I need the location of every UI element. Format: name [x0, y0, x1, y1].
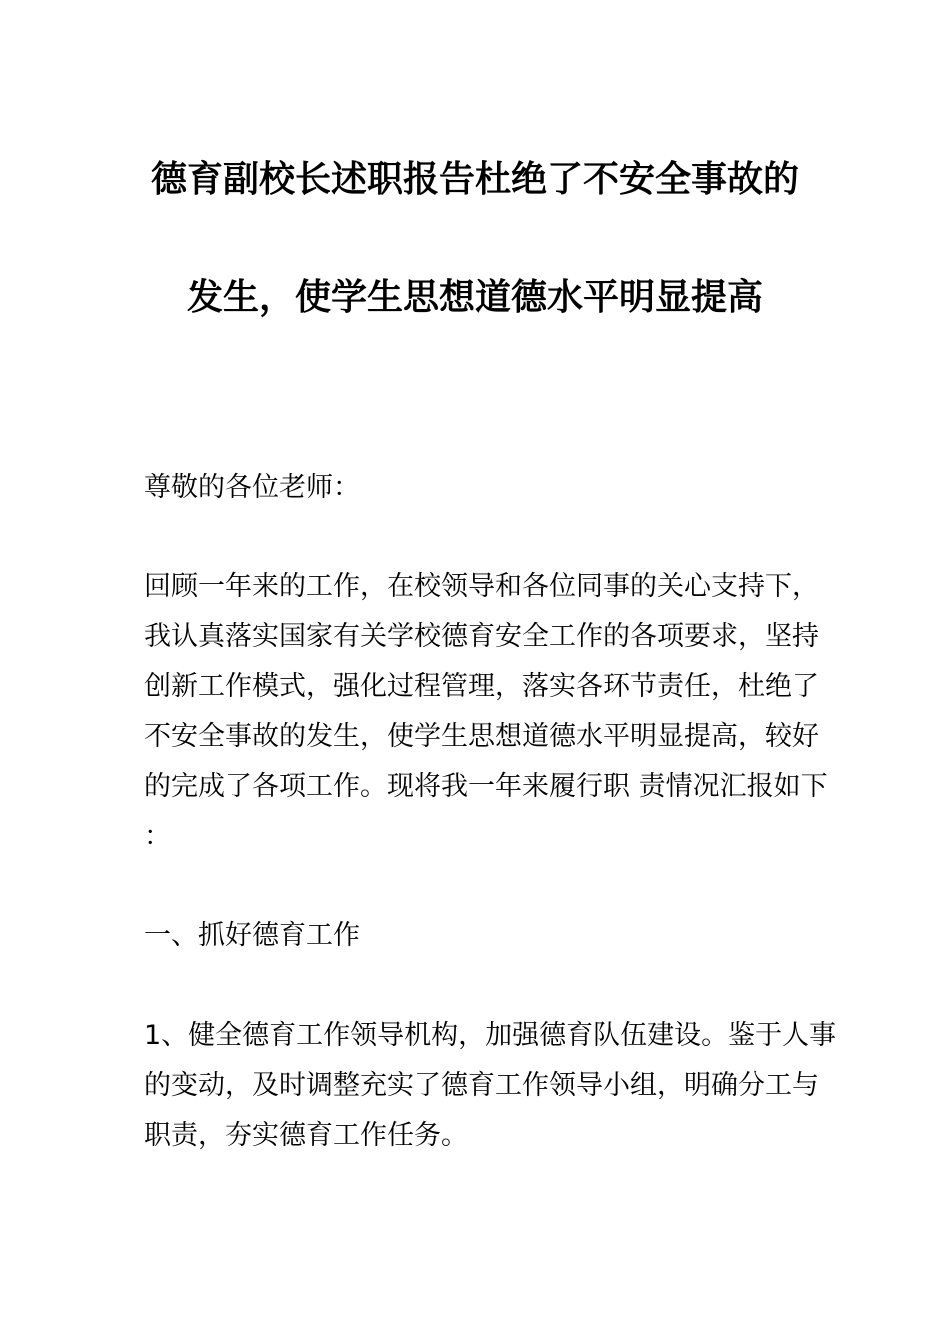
- paragraph-line: 的变动，及时调整充实了德育工作领导小组，明确分工与: [144, 1070, 819, 1101]
- paragraph-line: 我认真落实国家有关学校德育安全工作的各项要求，坚持: [144, 621, 819, 652]
- paragraph-line: 的完成了各项工作。现将我一年来履行职 责情况汇报如下: [144, 771, 828, 802]
- paragraph-line: 创新工作模式，强化过程管理，落实各环节责任，杜绝了: [144, 671, 819, 702]
- salutation: 尊敬的各位老师：: [144, 472, 360, 503]
- paragraph-line: ：: [144, 821, 171, 852]
- paragraph-line: 职责，夯实德育工作任务。: [144, 1120, 468, 1151]
- section-heading: 一、抓好德育工作: [144, 920, 360, 951]
- paragraph-line: 1、健全德育工作领导机构，加强德育队伍建设。鉴于人事: [144, 1020, 837, 1051]
- paragraph-line: 回顾一年来的工作，在校领导和各位同事的关心支持下，: [144, 571, 819, 602]
- document-title-line-2: 发生，使学生思想道德水平明显提高: [186, 277, 763, 318]
- document-title-line-1: 德育副校长述职报告杜绝了不安全事故的: [150, 159, 799, 200]
- paragraph-line: 不安全事故的发生，使学生思想道德水平明显提高，较好: [144, 721, 819, 752]
